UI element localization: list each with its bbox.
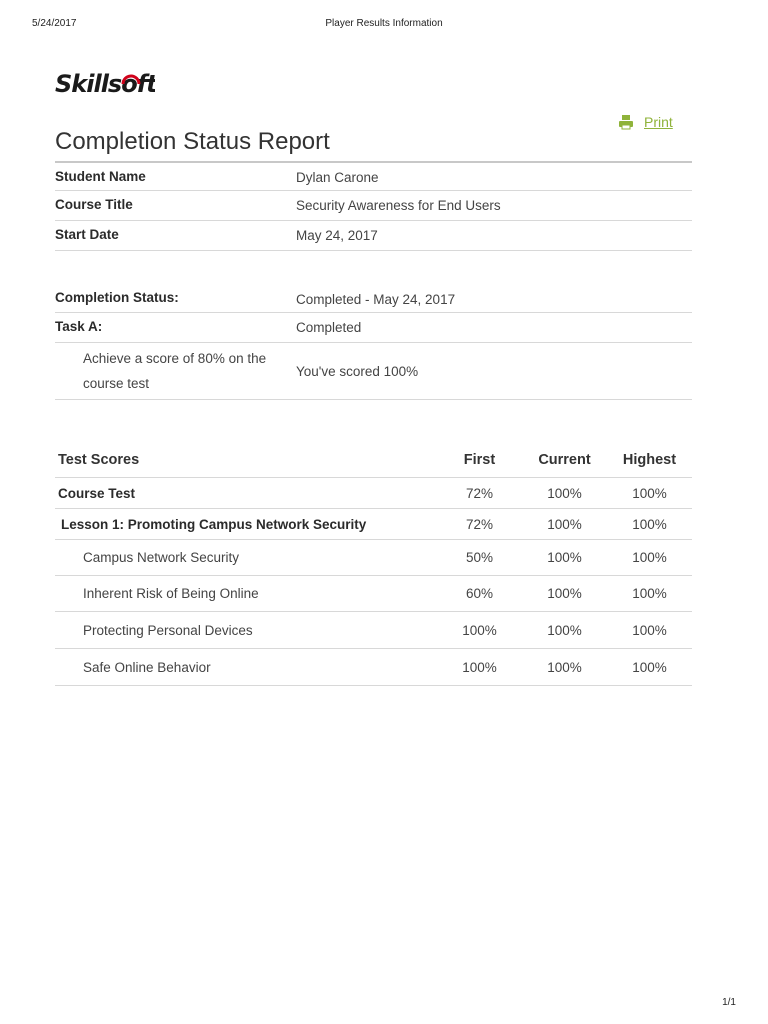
test-scores-header [55,443,692,478]
score-highest: 100% [632,586,667,601]
score-highest: 100% [632,485,667,501]
printer-icon [618,114,634,130]
score-first: 72% [465,485,494,501]
skillsoft-logo [55,64,155,100]
score-current: 100% [547,622,582,638]
score-first: 100% [462,622,497,638]
score-row-name: Protecting Personal Devices [83,622,253,638]
skillsoft-logo-image [55,64,155,100]
score-current: 100% [547,550,582,565]
score-highest: 100% [632,622,667,638]
start-date-value: May 24, 2017 [296,228,378,243]
table-row [55,649,692,686]
completion-table [55,284,692,400]
score-row-name: Inherent Risk of Being Online [83,586,259,601]
print-header-title: Player Results Information [325,18,443,29]
table-row [55,478,692,509]
start-date-label: Start Date [55,227,119,242]
requirement-result: You've scored 100% [296,363,419,379]
score-highest: 100% [632,550,667,565]
score-row-name: Safe Online Behavior [83,659,211,675]
print-header-date: 5/24/2017 [32,18,77,29]
info-row-student [55,163,692,191]
test-scores-heading: Test Scores [58,452,140,468]
course-title-label: Course Title [55,197,133,212]
page-number: 1/1 [722,997,736,1008]
completion-status-label: Completion Status: [55,290,179,305]
logo-text: Skillsoft [55,70,155,98]
score-current: 100% [547,659,582,675]
course-title-value: Security Awareness for End Users [296,198,501,213]
student-name-label: Student Name [55,169,146,184]
current-column-header: Current [538,452,591,468]
score-first: 60% [465,586,494,601]
score-first: 100% [462,659,497,675]
highest-column-header: Highest [622,452,677,468]
task-value: Completed [296,320,362,335]
task-label: Task A: [55,319,103,334]
completion-status-value: Completed - May 24, 2017 [296,292,456,307]
report-title: Completion Status Report [55,128,330,155]
print-link[interactable]: Print [644,114,673,130]
print-button[interactable] [618,114,673,130]
score-row-name: Course Test [58,485,136,501]
first-column-header: First [463,452,496,468]
info-row-course [55,191,692,221]
completion-status-row [55,284,692,313]
score-highest: 100% [632,516,667,532]
test-scores-table [55,443,692,686]
score-row-name: Campus Network Security [83,550,240,565]
student-info-table [55,163,692,251]
score-current: 100% [547,586,582,601]
task-row [55,313,692,343]
table-row [55,576,692,612]
info-row-start [55,221,692,251]
table-row [55,509,692,540]
score-current: 100% [547,485,582,501]
score-row-name: Lesson 1: Promoting Campus Network Security [61,516,367,532]
score-current: 100% [547,516,582,532]
table-row [55,612,692,649]
requirement-row [55,343,692,400]
score-highest: 100% [632,659,667,675]
requirement-text: Achieve a score of 80% on the course test [83,351,267,391]
score-first: 50% [465,550,494,565]
table-row [55,540,692,576]
student-name-value: Dylan Carone [296,170,379,185]
score-first: 72% [465,516,494,532]
